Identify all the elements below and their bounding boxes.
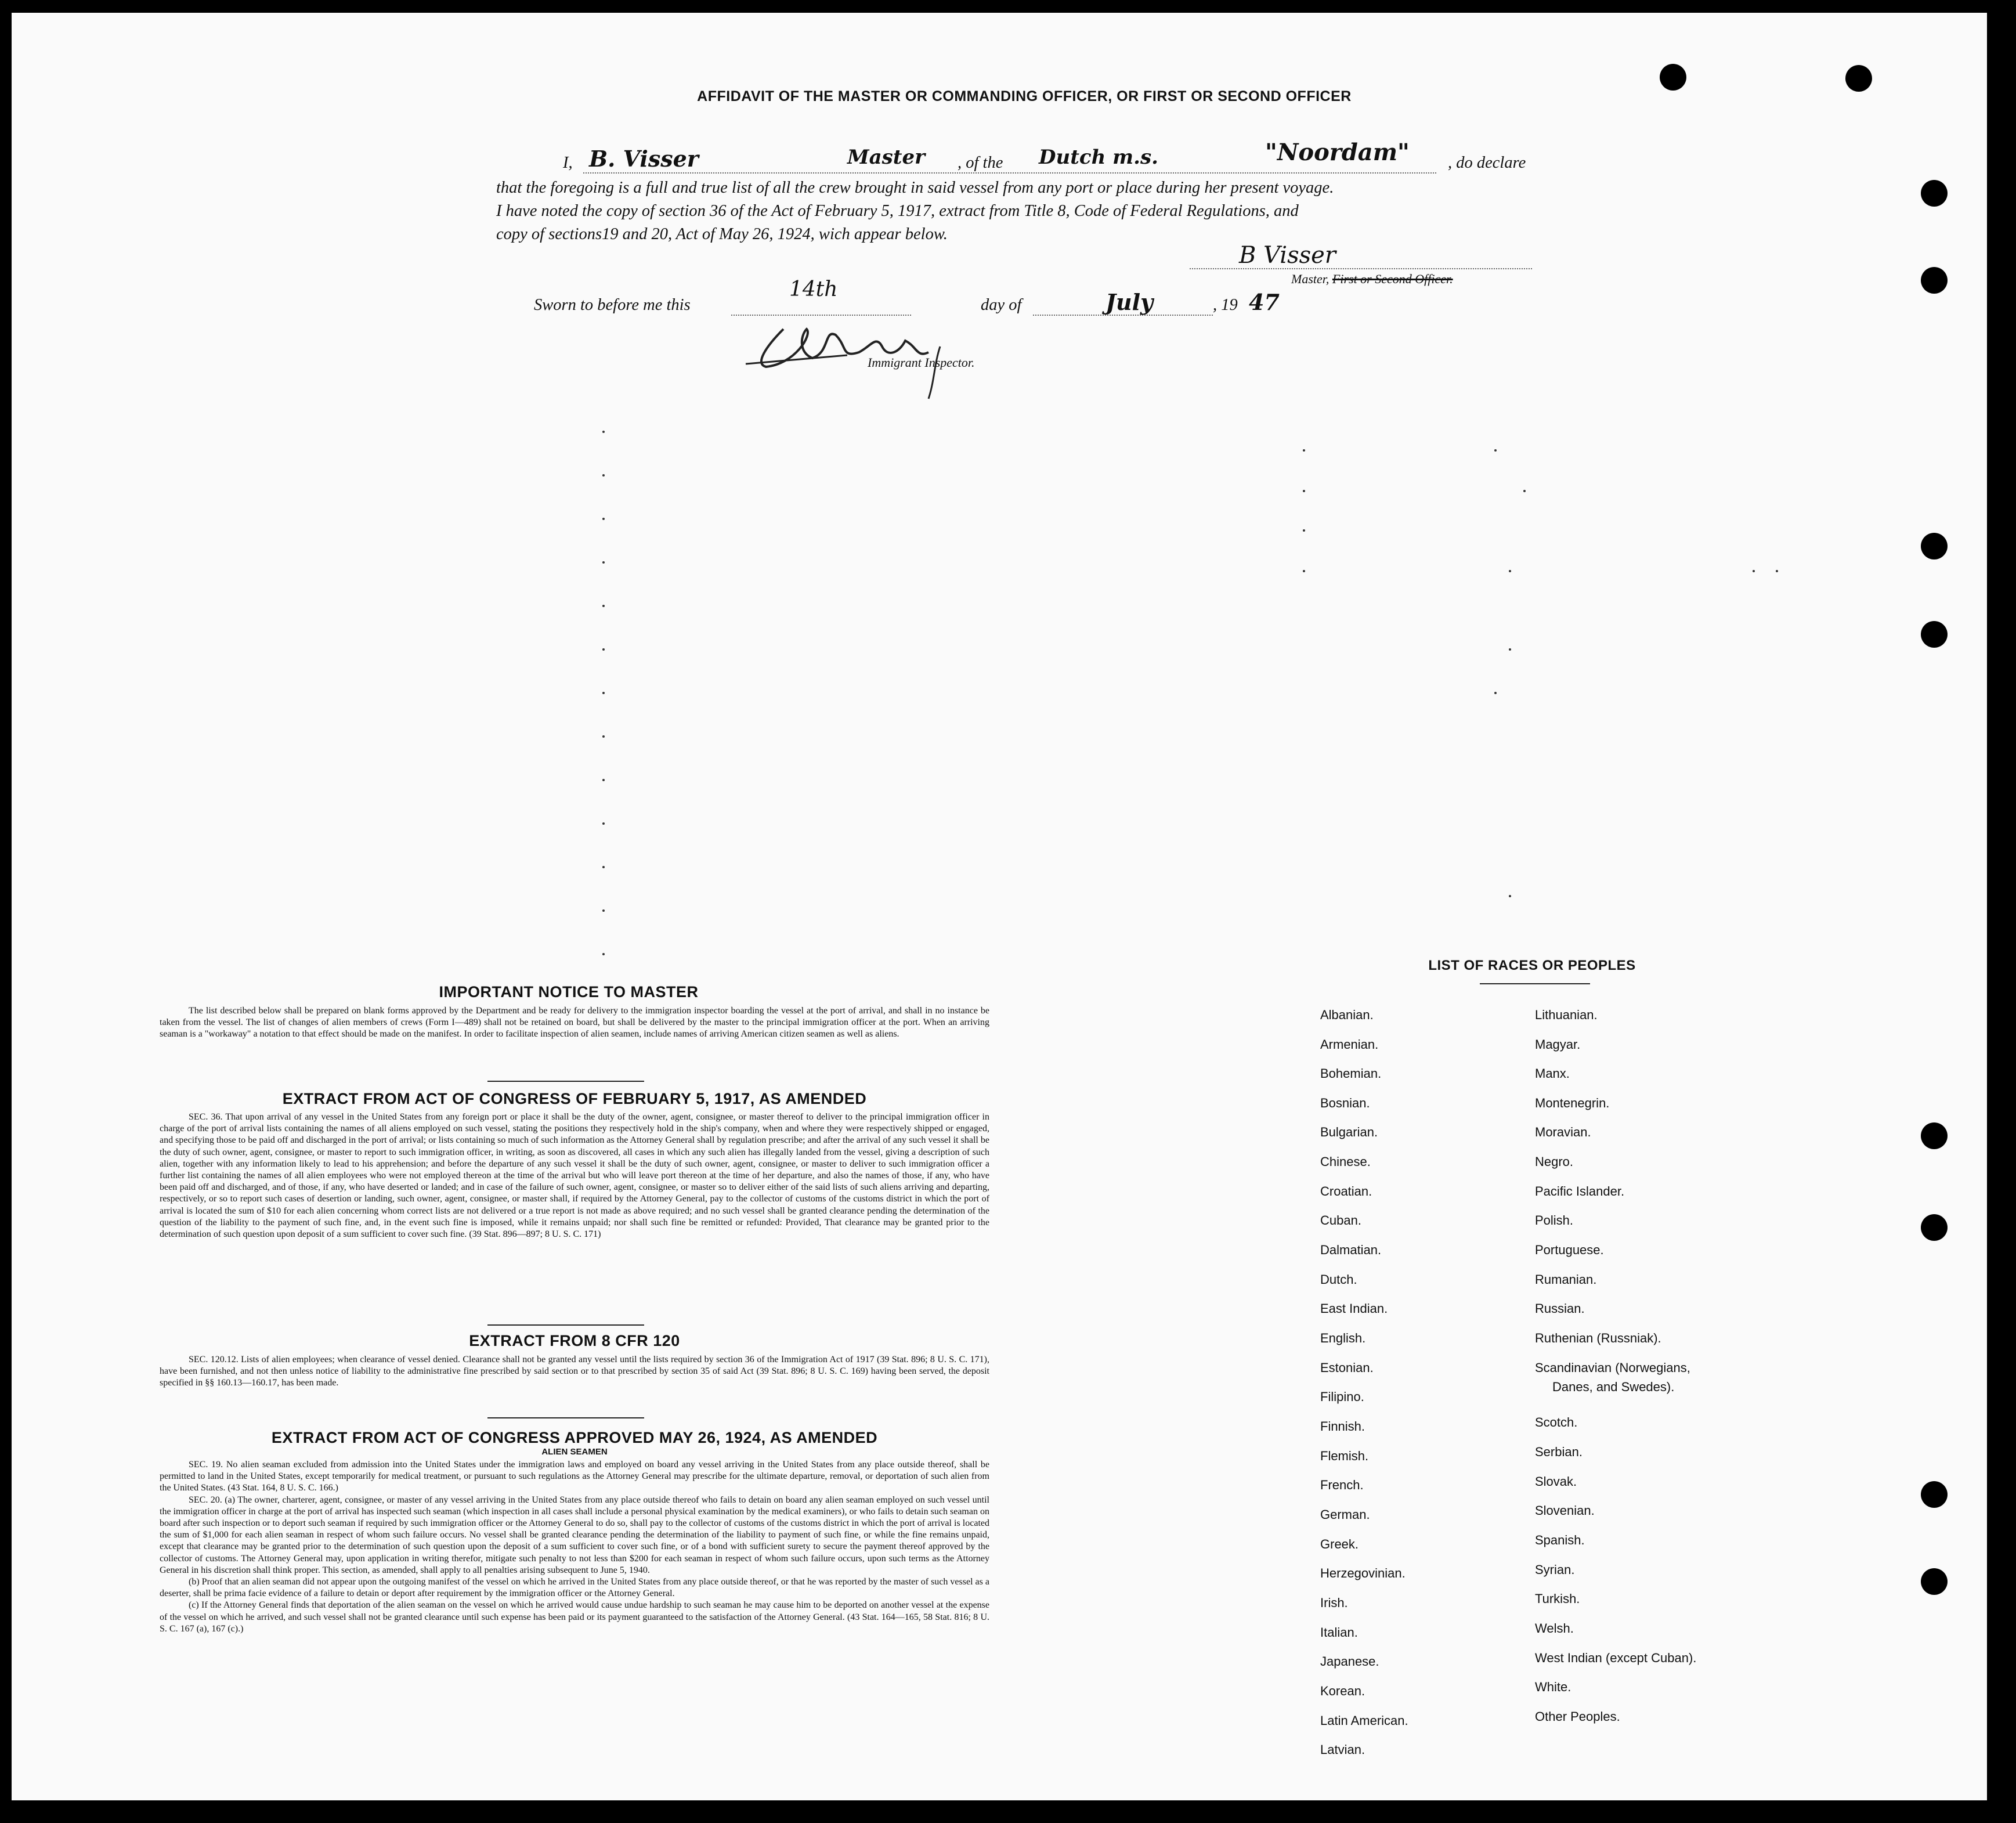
race-item: Korean. xyxy=(1320,1684,1365,1698)
race-item: Polish. xyxy=(1535,1213,1574,1228)
race-item: Croatian. xyxy=(1320,1184,1372,1199)
declaration-line-4: copy of sections19 and 20, Act of May 26, 1924, wich appear below. xyxy=(496,225,948,243)
binder-hole xyxy=(1921,1568,1948,1595)
sworn-month: July xyxy=(1105,289,1154,315)
race-item: Magyar. xyxy=(1535,1037,1581,1052)
nationality-vessel: Dutch m.s. xyxy=(1039,146,1158,169)
race-item: Welsh. xyxy=(1535,1621,1574,1636)
year-prefix: , 19 xyxy=(1213,296,1238,314)
race-item: Turkish. xyxy=(1535,1591,1580,1606)
race-item: Danes, and Swedes). xyxy=(1552,1380,1675,1394)
race-item: Moravian. xyxy=(1535,1125,1591,1139)
prefix-i: I, xyxy=(563,154,573,172)
race-item: West Indian (except Cuban). xyxy=(1535,1651,1697,1665)
race-item: Flemish. xyxy=(1320,1449,1369,1463)
binder-hole xyxy=(1921,180,1948,207)
extract-1924-title: EXTRACT FROM ACT OF CONGRESS APPROVED MAY 26, 1924, AS AMENDED xyxy=(271,1429,878,1446)
declaration-line-1 xyxy=(496,139,1552,178)
document-page xyxy=(12,13,1987,1800)
race-item: Serbian. xyxy=(1535,1445,1583,1459)
race-item: Lithuanian. xyxy=(1535,1008,1598,1022)
race-item: Portuguese. xyxy=(1535,1243,1604,1257)
race-item: Herzegovinian. xyxy=(1320,1566,1406,1580)
race-item: Manx. xyxy=(1535,1066,1570,1081)
race-item: Spanish. xyxy=(1535,1533,1585,1547)
race-item: German. xyxy=(1320,1507,1370,1522)
race-item: Syrian. xyxy=(1535,1562,1575,1577)
race-item: Armenian. xyxy=(1320,1037,1379,1052)
day-of: day of xyxy=(981,296,1022,314)
sworn-day: 14th xyxy=(789,277,838,301)
rank: Master xyxy=(847,146,926,169)
extract-cfr-body: SEC. 120.12. Lists of alien employees; when clearance of vessel denied. Clearance shall not be granted any vessel until the lists required by section 36 of the Immigration Act of 1917 (39 Stat. 896; 8 U. S. C. 171), have been furnished, and not then unless notice of liability to the administrative fine prescribed by said section or to that prescribed by section 35 of said Act (39 Stat. 896; 8 U. S. C. 169) having been served, the deposit specified in §§ 160.13—160.17, has been made. xyxy=(160,1355,989,1388)
notice-title: IMPORTANT NOTICE TO MASTER xyxy=(439,983,699,1001)
race-item: White. xyxy=(1535,1680,1571,1694)
race-item: French. xyxy=(1320,1478,1364,1492)
vessel-name: "Noordam" xyxy=(1265,139,1410,166)
race-item: Italian. xyxy=(1320,1625,1358,1640)
officer-label-master: Master, xyxy=(1291,272,1329,286)
race-item: Scandinavian (Norwegians, xyxy=(1535,1360,1690,1375)
race-item: Bulgarian. xyxy=(1320,1125,1378,1139)
declaration-line-3: I have noted the copy of section 36 of the Act of February 5, 1917, extract from Title 8, Code of Federal Regulations, and xyxy=(496,202,1299,220)
race-item: Chinese. xyxy=(1320,1154,1371,1169)
binder-hole xyxy=(1921,533,1948,559)
race-item: Irish. xyxy=(1320,1595,1348,1610)
binder-hole xyxy=(1921,621,1948,648)
extract-1917-title: EXTRACT FROM ACT OF CONGRESS OF FEBRUARY 5, 1917, AS AMENDED xyxy=(282,1090,867,1107)
binder-hole xyxy=(1660,64,1686,91)
sworn-text: Sworn to before me this xyxy=(534,296,691,314)
extract-1924-body: SEC. 19. No alien seaman excluded from admission into the United States under the immigration laws and employed on board any vessel arriving in the United States from any place outside thereof, shall be permitted to land in the United States, except temporarily for medical treatment, or pursuant to such regulations as the Attorney General may prescribe for the ultimate departure, removal, or deportation of such alien from the United States. (43 Stat. 164, 8 U. S. C. 166.) SEC. 20. (a) The owner, charterer, agent, consignee, or master of any vessel arriving in the United States from any place outside thereof who fails to detain on board any alien seaman employed on such vessel until the immigration officer in charge at the port of arrival has inspected such seaman (which inspection in all cases shall include a personal physical examination by the medical examiners), or who fails to detain such seaman on board after such inspection or to deport such seaman if required by such immigration officer or the Attorney General to do so, shall pay to the collector of customs of the customs district in which the port of arrival is located the sum of $1,000 for each alien seaman in respect of whom such failure occurs. No vessel shall be granted clearance pending the determination of the liability to payment of such fine, or while the fine remains unpaid, except that clearance may be granted prior to the determination of such question upon the deposit of a sum sufficient to cover such fine, or of a bond with sufficient surety to secure the payment thereof approved by the collector of customs. The Attorney General may, upon application in writing therefor, mitigate such penalty to not less than $200 for each seaman in respect of whom such failure occurs, upon such terms as the Attorney General in his discretion shall think proper. This section, as amended, shall apply to all penalties arising subsequent to June 5, 1940. (b) Proof that an alien seaman did not appear upon the outgoing manifest of the vessel on which he arrived in the United States from any place outside thereof, or that he was reported by the master of such vessel as a deserter, shall be prima facie evidence of a failure to detain or deport after requirement by the immigration officer or the Attorney General. (c) If the Attorney General finds that deportation of the alien seaman on the vessel on which he arrived would cause undue hardship to such seaman he may cause him to be deported on another vessel at the expense of the vessel on which he arrived, and such vessel shall not be granted clearance until such expense has been paid or its payment guaranteed to the satisfaction of the Attorney General. (43 Stat. 164—165, 58 Stat. 816; 8 U. S. C. 167 (a), 167 (c).) xyxy=(160,1460,989,1634)
inspector-label: Immigrant Inspector. xyxy=(868,355,975,370)
master-signature: B Visser xyxy=(1239,242,1336,269)
race-item: Slovak. xyxy=(1535,1474,1577,1489)
extract-1924-subtitle: ALIEN SEAMEN xyxy=(541,1447,608,1457)
binder-hole xyxy=(1921,1214,1948,1241)
race-item: Slovenian. xyxy=(1535,1503,1595,1518)
race-item: Russian. xyxy=(1535,1301,1585,1316)
declaration-line-2: that the foregoing is a full and true list of all the crew brought in said vessel from any port or place during her present voyage. xyxy=(496,179,1334,197)
race-item: Dutch. xyxy=(1320,1272,1357,1287)
affidavit-title: AFFIDAVIT OF THE MASTER OR COMMANDING OFFICER, OR FIRST OR SECOND OFFICER xyxy=(697,88,1352,104)
binder-hole xyxy=(1845,65,1872,92)
race-item: Japanese. xyxy=(1320,1654,1379,1669)
race-item: Bosnian. xyxy=(1320,1096,1370,1110)
officer-label xyxy=(1291,272,1453,287)
binder-hole xyxy=(1921,1122,1948,1149)
race-item: Pacific Islander. xyxy=(1535,1184,1625,1199)
officer-label-struck: First or Second Officer. xyxy=(1332,272,1453,286)
race-item: Cuban. xyxy=(1320,1213,1361,1228)
race-item: Ruthenian (Russniak). xyxy=(1535,1331,1661,1345)
master-name: B. Visser xyxy=(589,146,699,172)
of-the: , of the xyxy=(958,154,1003,172)
race-item: Greek. xyxy=(1320,1537,1359,1551)
race-item: Albanian. xyxy=(1320,1008,1374,1022)
year-suffix: 47 xyxy=(1249,289,1280,315)
binder-hole xyxy=(1921,1481,1948,1508)
extract-1917-body: SEC. 36. That upon arrival of any vessel in the United States from any foreign port or place it shall be the duty of the owner, agent, consignee, or master thereof to deliver to the principal immigration officer in charge of the port of arrival lists containing the names of all aliens employed on such vessel, stating the positions they respectively hold in the ship's company, when and where they were respectively shipped or engaged, and specifying those to be paid off and discharged in the port of arrival; or lists containing so much of such information as the Attorney General shall by regulation prescribe; and after the arrival of any such vessel it shall be the duty of such owner, agent, consignee, or master to report to such immigration officer, in writing, as soon as discovered, all cases in which any such alien has illegally landed from the vessel, giving a description of such alien, together with any information likely to lead to his apprehension; and before the departure of any such vessel it shall be the duty of such owner, agent, consignee, or master to deliver to such immigration officer a further list containing the names of all alien employees who were not employed thereon at the time of the arrival but who will leave port thereon at the time of her departure, and also the names of those, if any, who have been paid off and discharged, and of those, if any, who have deserted or landed; and in case of the failure of such owner, agent, consignee, or master so to deliver either of the said lists of such aliens arriving and departing, respectively, or so to report such cases of desertion or landing, such owner, agent, consignee, or master shall, if required by the Attorney General, pay to the collector of customs of the customs district in which the port of arrival is located the sum of $10 for each alien concerning whom correct lists are not delivered or a true report is not made as above required; and no such vessel shall be granted clearance pending the determination of the question of the liability to the payment of such fine, and, in the event such fine is imposed, while it remains unpaid; nor shall such fine be remitted or refunded: Provided, That clearance may be granted prior to the determination of such question upon deposit of a sum sufficient to cover such fine. (39 Stat. 896—897; 8 U. S. C. 171) xyxy=(160,1112,989,1240)
notice-body: The list described below shall be prepared on blank forms approved by the Department and be ready for delivery to the immigration inspector boarding the vessel at the port of arrival, and shall in no instance be taken from the vessel. The list of changes of alien members of crews (Form I—489) shall not be retained on board, but shall be delivered by the master to the principal immigration officer at the port. When an arriving seaman is a "workaway" a notation to that effect should be made on the manifest. In order to facilitate inspection of alien seamen, include names of arriving American citizen seamen as well as aliens. xyxy=(160,1006,989,1039)
do-declare: , do declare xyxy=(1448,154,1526,172)
race-item: Filipino. xyxy=(1320,1389,1364,1404)
race-item: Bohemian. xyxy=(1320,1066,1382,1081)
race-item: Negro. xyxy=(1535,1154,1574,1169)
binder-hole xyxy=(1921,267,1948,294)
race-item: Finnish. xyxy=(1320,1419,1365,1434)
race-item: Latin American. xyxy=(1320,1713,1408,1728)
race-item: English. xyxy=(1320,1331,1366,1345)
race-item: Dalmatian. xyxy=(1320,1243,1382,1257)
race-item: Montenegrin. xyxy=(1535,1096,1610,1110)
inspector-signature xyxy=(760,317,886,350)
extract-cfr-title: EXTRACT FROM 8 CFR 120 xyxy=(469,1332,680,1349)
race-item: Scotch. xyxy=(1535,1415,1578,1429)
race-item: Rumanian. xyxy=(1535,1272,1597,1287)
race-item: East Indian. xyxy=(1320,1301,1388,1316)
race-item: Latvian. xyxy=(1320,1742,1365,1757)
races-title: LIST OF RACES OR PEOPLES xyxy=(1428,958,1636,973)
race-item: Other Peoples. xyxy=(1535,1709,1620,1724)
race-item: Estonian. xyxy=(1320,1360,1374,1375)
